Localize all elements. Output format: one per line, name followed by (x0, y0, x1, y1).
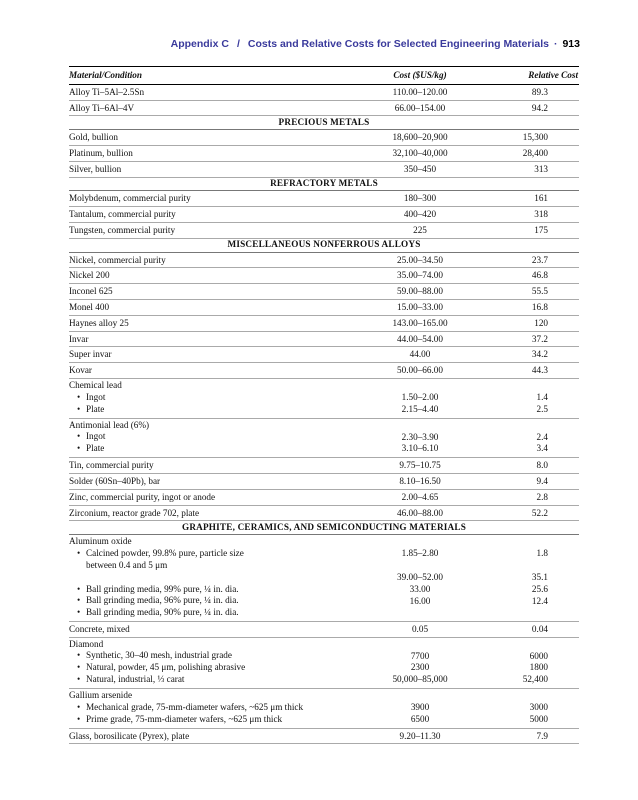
grouped-row (69, 378, 579, 418)
table-row (69, 331, 579, 347)
spacer (481, 690, 548, 702)
relative-cost-cell: 37.2 (481, 331, 579, 347)
table-body (69, 84, 579, 744)
relative-cost-cell: 94.2 (481, 100, 579, 116)
cost-cell: 25.00–34.50 (359, 252, 481, 268)
material-cell (69, 418, 359, 458)
cost-cell: 18,600–20,900 (359, 130, 481, 146)
relative-cost-cell: 161 (481, 191, 579, 207)
section-heading-row (69, 177, 579, 191)
material-cell: Nickel 200 (69, 268, 359, 284)
column-header-material: Material/Condition (69, 67, 359, 85)
section-heading: REFRACTORY METALS (69, 177, 579, 191)
material-cell: Platinum, bullion (69, 145, 359, 161)
relative-cost-cell: 89.3 (481, 84, 579, 100)
table-header-row (69, 67, 579, 85)
group-title: Diamond (69, 638, 104, 649)
cost-cell: 180–300 (359, 191, 481, 207)
material-cell: Inconel 625 (69, 284, 359, 300)
item-cost: 3900 (410, 702, 430, 713)
relative-cost-cell (481, 535, 579, 622)
section-heading-row (69, 238, 579, 252)
material-cell: Invar (69, 331, 359, 347)
relative-cost-cell: 8.0 (481, 458, 579, 474)
spacer (481, 560, 548, 572)
cost-cell: 110.00–120.00 (359, 84, 481, 100)
table-row (69, 489, 579, 505)
cost-cell: 32,100–40,000 (359, 145, 481, 161)
spacer (481, 420, 548, 432)
relative-cost-cell: 55.5 (481, 284, 579, 300)
spacer (359, 560, 481, 572)
bulleted-item: • Natural, industrial, ⅓ carat (69, 674, 359, 686)
bulleted-item: • Mechanical grade, 75-mm-diameter wafers, ~625 μm thick (69, 702, 359, 714)
bulleted-item: • Plate (69, 443, 359, 455)
material-cell (69, 689, 359, 729)
cost-cell: 44.00–54.00 (359, 331, 481, 347)
section-heading: PRECIOUS METALS (69, 116, 579, 130)
relative-cost-cell: 0.04 (481, 621, 579, 637)
bulleted-item: • Calcined powder, 99.8% pure, particle size (69, 548, 359, 560)
column-header-cost: Cost ($US/kg) (359, 67, 481, 85)
relative-cost-cell: 15,300 (481, 130, 579, 146)
spacer (481, 536, 548, 548)
relative-cost-cell: 23.7 (481, 252, 579, 268)
relative-cost-cell (481, 637, 579, 688)
group-title: Gallium arsenide (69, 690, 133, 701)
item-relative-cost: 3.4 (536, 443, 548, 454)
cost-cell (359, 535, 481, 622)
relative-cost-cell: 9.4 (481, 473, 579, 489)
relative-cost-cell: 175 (481, 222, 579, 238)
cost-cell: 350–450 (359, 161, 481, 177)
relative-cost-cell: 44.3 (481, 363, 579, 379)
group-title: Antimonial lead (6%) (69, 419, 150, 430)
item-relative-cost: 2.4 (536, 431, 548, 442)
table-row (69, 505, 579, 521)
table-row (69, 207, 579, 223)
table-row (69, 161, 579, 177)
spacer (481, 380, 548, 392)
cost-cell: 8.10–16.50 (359, 473, 481, 489)
item-cost: 2.30–3.90 (401, 431, 439, 442)
cost-cell: 400–420 (359, 207, 481, 223)
material-cell (69, 535, 359, 622)
item-cost: 3.10–6.10 (401, 443, 439, 454)
item-relative-cost: 2.5 (536, 403, 548, 414)
spacer (359, 380, 481, 392)
material-cell: Alloy Ti–5Al–2.5Sn (69, 84, 359, 100)
bulleted-item-continuation: between 0.4 and 5 μm (86, 559, 168, 570)
item-relative-cost: 1.4 (536, 391, 548, 402)
cost-cell: 46.00–88.00 (359, 505, 481, 521)
item-cost: 50,000–85,000 (392, 674, 448, 685)
cost-cell: 44.00 (359, 347, 481, 363)
item-relative-cost: 35.1 (531, 571, 548, 582)
bulleted-item: • Natural, powder, 45 μm, polishing abrasive (69, 662, 359, 674)
table-row (69, 347, 579, 363)
column-header-relative-cost: Relative Cost (481, 67, 579, 85)
relative-cost-cell: 16.8 (481, 299, 579, 315)
item-relative-cost: 25.6 (531, 583, 548, 594)
item-relative-cost: 52,400 (522, 674, 548, 685)
material-cell: Nickel, commercial purity (69, 252, 359, 268)
table-row (69, 191, 579, 207)
relative-cost-cell: 46.8 (481, 268, 579, 284)
cost-cell: 50.00–66.00 (359, 363, 481, 379)
relative-cost-cell (481, 689, 579, 729)
spacer (359, 536, 481, 548)
item-cost: 16.00 (409, 595, 431, 606)
table-row (69, 100, 579, 116)
spacer (481, 639, 548, 651)
table-row (69, 473, 579, 489)
material-cell: Solder (60Sn–40Pb), bar (69, 473, 359, 489)
relative-cost-cell: 318 (481, 207, 579, 223)
section-heading-row (69, 116, 579, 130)
table-row (69, 621, 579, 637)
table-row (69, 84, 579, 100)
cost-cell: 0.05 (359, 621, 481, 637)
relative-cost-cell: 52.2 (481, 505, 579, 521)
cost-cell: 66.00–154.00 (359, 100, 481, 116)
table-row (69, 222, 579, 238)
cost-cell: 2.00–4.65 (359, 489, 481, 505)
appendix-label: Appendix C (170, 38, 229, 50)
cost-cell (359, 637, 481, 688)
cost-cell: 9.20–11.30 (359, 728, 481, 744)
page-number: 913 (562, 38, 580, 50)
cost-cell (359, 418, 481, 458)
grouped-row (69, 535, 579, 622)
item-relative-cost: 12.4 (531, 595, 548, 606)
item-cost: 1.85–2.80 (401, 548, 439, 559)
relative-cost-cell: 313 (481, 161, 579, 177)
material-cell: Alloy Ti–6Al–4V (69, 100, 359, 116)
table-row (69, 130, 579, 146)
material-cell: Molybdenum, commercial purity (69, 191, 359, 207)
table-row (69, 145, 579, 161)
material-cell: Monel 400 (69, 299, 359, 315)
material-cell: Silver, bullion (69, 161, 359, 177)
group-title: Aluminum oxide (69, 536, 132, 547)
grouped-row (69, 689, 579, 729)
item-relative-cost: 3000 (529, 702, 548, 713)
item-cost: 33.00 (409, 583, 431, 594)
table-row (69, 458, 579, 474)
relative-cost-cell: 34.2 (481, 347, 579, 363)
cost-cell: 59.00–88.00 (359, 284, 481, 300)
grouped-row (69, 637, 579, 688)
relative-cost-cell (481, 378, 579, 418)
material-cell (69, 637, 359, 688)
table-row (69, 728, 579, 744)
table-row (69, 252, 579, 268)
bulleted-item: • Ingot (69, 392, 359, 404)
grouped-row (69, 418, 579, 458)
item-relative-cost: 1800 (529, 662, 548, 673)
item-relative-cost: 1.8 (536, 548, 548, 559)
item-relative-cost: 5000 (529, 713, 548, 724)
material-cell: Glass, borosilicate (Pyrex), plate (69, 728, 359, 744)
header-title: Costs and Relative Costs for Selected Engineering Materials (247, 38, 549, 50)
relative-cost-cell: 28,400 (481, 145, 579, 161)
section-heading: GRAPHITE, CERAMICS, AND SEMICONDUCTING MATERIALS (69, 521, 579, 535)
item-cost: 2300 (410, 662, 430, 673)
table-row (69, 299, 579, 315)
material-cell (69, 378, 359, 418)
material-cell: Concrete, mixed (69, 621, 359, 637)
table-row (69, 268, 579, 284)
section-heading: MISCELLANEOUS NONFERROUS ALLOYS (69, 238, 579, 252)
table-row (69, 315, 579, 331)
material-cell: Tungsten, commercial purity (69, 222, 359, 238)
cost-cell (359, 689, 481, 729)
relative-cost-cell: 7.9 (481, 728, 579, 744)
item-cost: 7700 (410, 650, 430, 661)
material-cell: Tantalum, commercial purity (69, 207, 359, 223)
item-relative-cost: 6000 (529, 650, 548, 661)
group-title: Chemical lead (69, 379, 122, 390)
material-cell: Haynes alloy 25 (69, 315, 359, 331)
relative-cost-cell (481, 418, 579, 458)
item-cost: 2.15–4.40 (401, 403, 439, 414)
bulleted-item: • Prime grade, 75-mm-diameter wafers, ~625 μm thick (69, 714, 359, 726)
cost-cell: 35.00–74.00 (359, 268, 481, 284)
spacer (359, 639, 481, 651)
spacer (359, 420, 481, 432)
spacer (359, 690, 481, 702)
bulleted-item: • Ball grinding media, 99% pure, ¼ in. dia. (69, 584, 359, 596)
table-row (69, 284, 579, 300)
bulleted-item: • Ball grinding media, 96% pure, ¼ in. dia. (69, 595, 359, 607)
material-cell: Zinc, commercial purity, ingot or anode (69, 489, 359, 505)
spacer (69, 572, 359, 584)
cost-cell: 143.00–165.00 (359, 315, 481, 331)
cost-cell (359, 378, 481, 418)
cost-table (69, 66, 579, 744)
cost-cell: 15.00–33.00 (359, 299, 481, 315)
cost-cell: 225 (359, 222, 481, 238)
item-cost: 6500 (410, 713, 430, 724)
header-dot: · (553, 38, 558, 50)
material-cell: Super invar (69, 347, 359, 363)
header-separator: / (236, 38, 240, 50)
section-heading-row (69, 521, 579, 535)
bulleted-item: • Synthetic, 30–40 mesh, industrial grade (69, 650, 359, 662)
bulleted-item: • Ball grinding media, 90% pure, ¼ in. dia. (69, 607, 359, 619)
running-header (0, 38, 580, 50)
bulleted-item: • Plate (69, 404, 359, 416)
item-cost: 39.00–52.00 (397, 571, 443, 582)
cost-cell: 9.75–10.75 (359, 458, 481, 474)
material-cell: Tin, commercial purity (69, 458, 359, 474)
material-cell: Gold, bullion (69, 130, 359, 146)
bulleted-item: • Ingot (69, 431, 359, 443)
relative-cost-cell: 120 (481, 315, 579, 331)
material-cell: Kovar (69, 363, 359, 379)
material-cell: Zirconium, reactor grade 702, plate (69, 505, 359, 521)
item-cost: 1.50–2.00 (401, 391, 439, 402)
table-row (69, 363, 579, 379)
relative-cost-cell: 2.8 (481, 489, 579, 505)
